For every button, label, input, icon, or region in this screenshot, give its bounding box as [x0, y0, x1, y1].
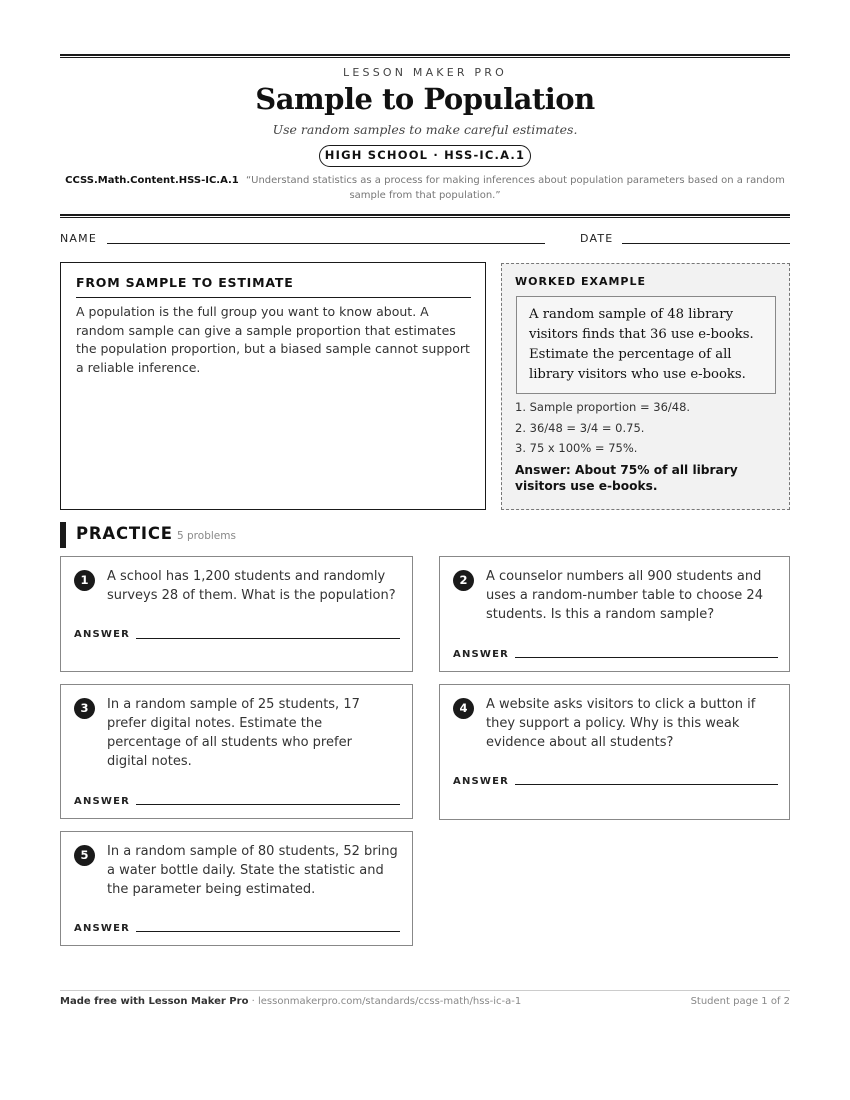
name-field[interactable]	[107, 243, 545, 244]
header-top-rule	[60, 54, 790, 58]
date-label: DATE	[580, 232, 614, 245]
worked-example-answer: Answer: About 75% of all library visitors use e-books.	[515, 463, 738, 493]
name-label: NAME	[60, 232, 97, 245]
answer-label: ANSWER	[74, 796, 131, 807]
answer-label: ANSWER	[453, 649, 510, 660]
brand-name: LESSON MAKER PRO	[343, 66, 507, 79]
problem-number-badge: 2	[453, 570, 474, 591]
footer-made-with: Made free with Lesson Maker Pro	[60, 996, 249, 1007]
date-field[interactable]	[622, 243, 790, 244]
concept-box	[60, 262, 486, 510]
footer	[60, 996, 790, 1007]
worked-example-problem: A random sample of 48 library visitors finds that 36 use e-books. Estimate the percentage of all library visitors who use e-books.	[516, 296, 776, 394]
answer-line[interactable]	[136, 931, 400, 932]
worked-example-steps	[515, 397, 690, 459]
step-item: 2. 36/48 = 3/4 = 0.75.	[515, 420, 645, 435]
practice-problem-card	[60, 684, 413, 819]
answer-line[interactable]	[515, 657, 778, 658]
answer-label: ANSWER	[74, 923, 131, 934]
answer-line[interactable]	[515, 784, 778, 785]
standard-text: “Understand statistics as a process for making inferences about population parameters based on a random sample from that population.”	[245, 175, 785, 201]
concept-heading-divider	[76, 297, 471, 298]
page-title: Sample to Population	[255, 82, 595, 116]
answer-line[interactable]	[136, 638, 400, 639]
page-subtitle: Use random samples to make careful estimates.	[272, 122, 578, 137]
problem-number-badge: 3	[74, 698, 95, 719]
practice-problem-card	[60, 556, 413, 672]
worksheet-page	[60, 0, 790, 1100]
problem-text: A counselor numbers all 900 students and uses a random-number table to choose 24 students. Is this a random sample?	[486, 569, 763, 622]
practice-problem-card	[60, 831, 413, 946]
concept-heading: FROM SAMPLE TO ESTIMATE	[76, 275, 294, 290]
practice-problem-card	[439, 556, 790, 672]
practice-count: 5 problems	[177, 530, 236, 542]
problem-number-badge: 1	[74, 570, 95, 591]
problem-text: In a random sample of 80 students, 52 bring a water bottle daily. State the statistic and the parameter being estimated.	[107, 844, 398, 897]
footer-url[interactable]: · lessonmakerpro.com/standards/ccss-math/hss-ic-a-1	[248, 996, 522, 1007]
concept-body: A population is the full group you want to know about. A random sample can give a sample proportion that estimates the population proportion, but a biased sample cannot support a reliable inference.	[76, 304, 470, 375]
practice-title: PRACTICE	[76, 524, 173, 543]
footer-divider	[60, 990, 790, 991]
practice-accent-bar	[60, 522, 66, 548]
problem-number-badge: 5	[74, 845, 95, 866]
answer-line[interactable]	[136, 804, 400, 805]
answer-label: ANSWER	[453, 776, 510, 787]
header-bottom-rule	[60, 214, 790, 218]
problem-text: A school has 1,200 students and randomly surveys 28 of them. What is the population?	[107, 569, 396, 603]
step-item: 3. 75 x 100% = 75%.	[515, 441, 638, 455]
worked-example-heading: WORKED EXAMPLE	[515, 275, 646, 288]
answer-label: ANSWER	[74, 629, 131, 640]
standard-code: CCSS.Math.Content.HSS-IC.A.1	[65, 175, 239, 186]
worked-example-box	[501, 263, 790, 510]
problem-text: In a random sample of 25 students, 17 prefer digital notes. Estimate the percentage of all students who prefer digital notes.	[107, 697, 360, 769]
grade-standard-badge: HIGH SCHOOL · HSS-IC.A.1	[319, 145, 531, 167]
standard-description	[60, 173, 790, 203]
step-item: 1. Sample proportion = 36/48.	[515, 400, 691, 414]
problem-number-badge: 4	[453, 698, 474, 719]
problem-text: A website asks visitors to click a button if they support a policy. Why is this weak evidence about all students?	[486, 697, 756, 750]
practice-problem-card	[439, 684, 790, 820]
page-number: Student page 1 of 2	[690, 996, 790, 1007]
